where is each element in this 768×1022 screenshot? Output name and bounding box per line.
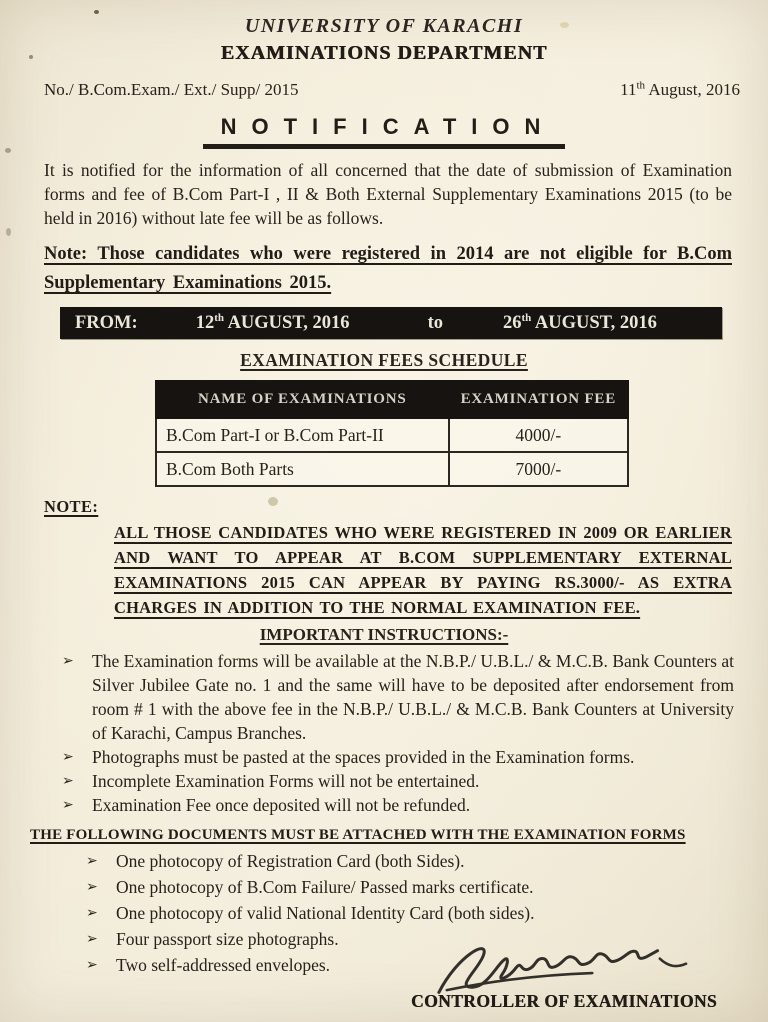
list-item: [62, 793, 734, 817]
instruction-text: Incomplete Examination Forms will not be entertained.: [92, 771, 480, 791]
university-title: UNIVERSITY OF KARACHI: [244, 15, 524, 37]
reference-number: No./ B.Com.Exam./ Ext./ Supp/ 2015: [44, 80, 299, 99]
document-text: Four passport size photographs.: [116, 929, 339, 949]
note-label: NOTE:: [44, 497, 99, 516]
notification-heading: NOTIFICATION: [203, 113, 566, 149]
instructions-title-wrap: [0, 624, 768, 646]
eligibility-note: Note: Those candidates who were registered in 2014 are not eligible for B.Com Supplementary Examinations 2015.: [44, 244, 732, 293]
list-item: [86, 874, 734, 900]
fees-table-header-name: NAME OF EXAMINATIONS: [156, 381, 449, 418]
arrow-bullet-icon: ➢: [86, 931, 98, 947]
start-date: 12th AUGUST, 2016: [195, 311, 350, 333]
table-row: [156, 452, 628, 486]
signature-block: [394, 934, 734, 1012]
arrow-bullet-icon: ➢: [62, 749, 74, 765]
list-item: [86, 848, 734, 874]
exam-name-cell: B.Com Both Parts: [156, 452, 449, 486]
instructions-title: IMPORTANT INSTRUCTIONS:-: [259, 625, 509, 644]
exam-name-cell: B.Com Part-I or B.Com Part-II: [156, 418, 449, 452]
fees-schedule-title-wrap: [0, 349, 768, 371]
arrow-bullet-icon: ➢: [62, 773, 74, 789]
scan-speckle: [6, 228, 11, 236]
list-item: [62, 769, 734, 793]
document-text: One photocopy of Registration Card (both Sides).: [116, 851, 465, 871]
instruction-text: Photographs must be pasted at the spaces provided in the Examination forms.: [92, 747, 635, 767]
documents-title: THE FOLLOWING DOCUMENTS MUST BE ATTACHED WITH THE EXAMINATION FORMS: [30, 827, 686, 843]
arrow-bullet-icon: ➢: [86, 905, 98, 921]
fees-table-header-row: [156, 381, 628, 418]
reference-row: [44, 79, 740, 101]
instructions-list: [62, 649, 734, 817]
list-item: [62, 649, 734, 745]
document-text: Two self-addressed envelopes.: [116, 955, 331, 975]
arrow-bullet-icon: ➢: [86, 957, 98, 973]
list-item: [86, 900, 734, 926]
table-row: [156, 418, 628, 452]
arrow-bullet-icon: ➢: [86, 853, 98, 869]
notification-heading-wrap: [0, 113, 768, 149]
intro-paragraph: It is notified for the information of all concerned that the date of submission of Examination forms and fee of B.Com Part-I , II & Both External Supplementary Examinations 2015 (to be held in 2016) without late fee will be as follows.: [44, 160, 732, 228]
date-connector: to: [427, 312, 443, 333]
arrow-bullet-icon: ➢: [62, 653, 74, 669]
end-date: 26th AUGUST, 2016: [502, 311, 657, 333]
arrow-bullet-icon: ➢: [86, 879, 98, 895]
document-text: One photocopy of B.Com Failure/ Passed marks certificate.: [116, 877, 534, 897]
signature-scrawl: [423, 929, 705, 1001]
exam-fee-cell: 7000/-: [449, 452, 628, 486]
submission-date-bar: [60, 307, 722, 339]
fees-table: [155, 380, 629, 487]
fees-table-header-fee: EXAMINATION FEE: [449, 381, 628, 418]
date-bar-label: FROM:: [75, 312, 138, 333]
exam-fee-cell: 4000/-: [449, 418, 628, 452]
document-text: One photocopy of valid National Identity Card (both sides).: [116, 903, 535, 923]
issue-date: 11th August, 2016: [620, 79, 740, 99]
fees-schedule-title: EXAMINATION FEES SCHEDULE: [240, 350, 528, 370]
signatory-title: CONTROLLER OF EXAMINATIONS: [411, 991, 717, 1011]
department-title: EXAMINATIONS DEPARTMENT: [220, 42, 548, 64]
instruction-text: Examination Fee once deposited will not be refunded.: [92, 795, 471, 815]
instruction-text: The Examination forms will be available at the N.B.P./ U.B.L./ & M.C.B. Bank Counters at Silver Jubilee Gate no. 1 and the same will have to be deposited after endorsement from room # 1 with the above fee in the N.B.P./ U.B.L./ & M.C.B. Bank Counters at University of Karachi, Campus Branches.: [92, 651, 734, 743]
arrow-bullet-icon: ➢: [62, 797, 74, 813]
extra-charges-note: ALL THOSE CANDIDATES WHO WERE REGISTERED IN 2009 OR EARLIER AND WANT TO APPEAR AT B.COM SUPPLEMENTARY EXTERNAL EXAMINATIONS 2015 CAN APPEAR BY PAYING RS.3000/- AS EXTRA CHARGES IN ADDITION TO THE NORMAL EXAMINATION FEE.: [114, 523, 732, 617]
list-item: [62, 745, 734, 769]
